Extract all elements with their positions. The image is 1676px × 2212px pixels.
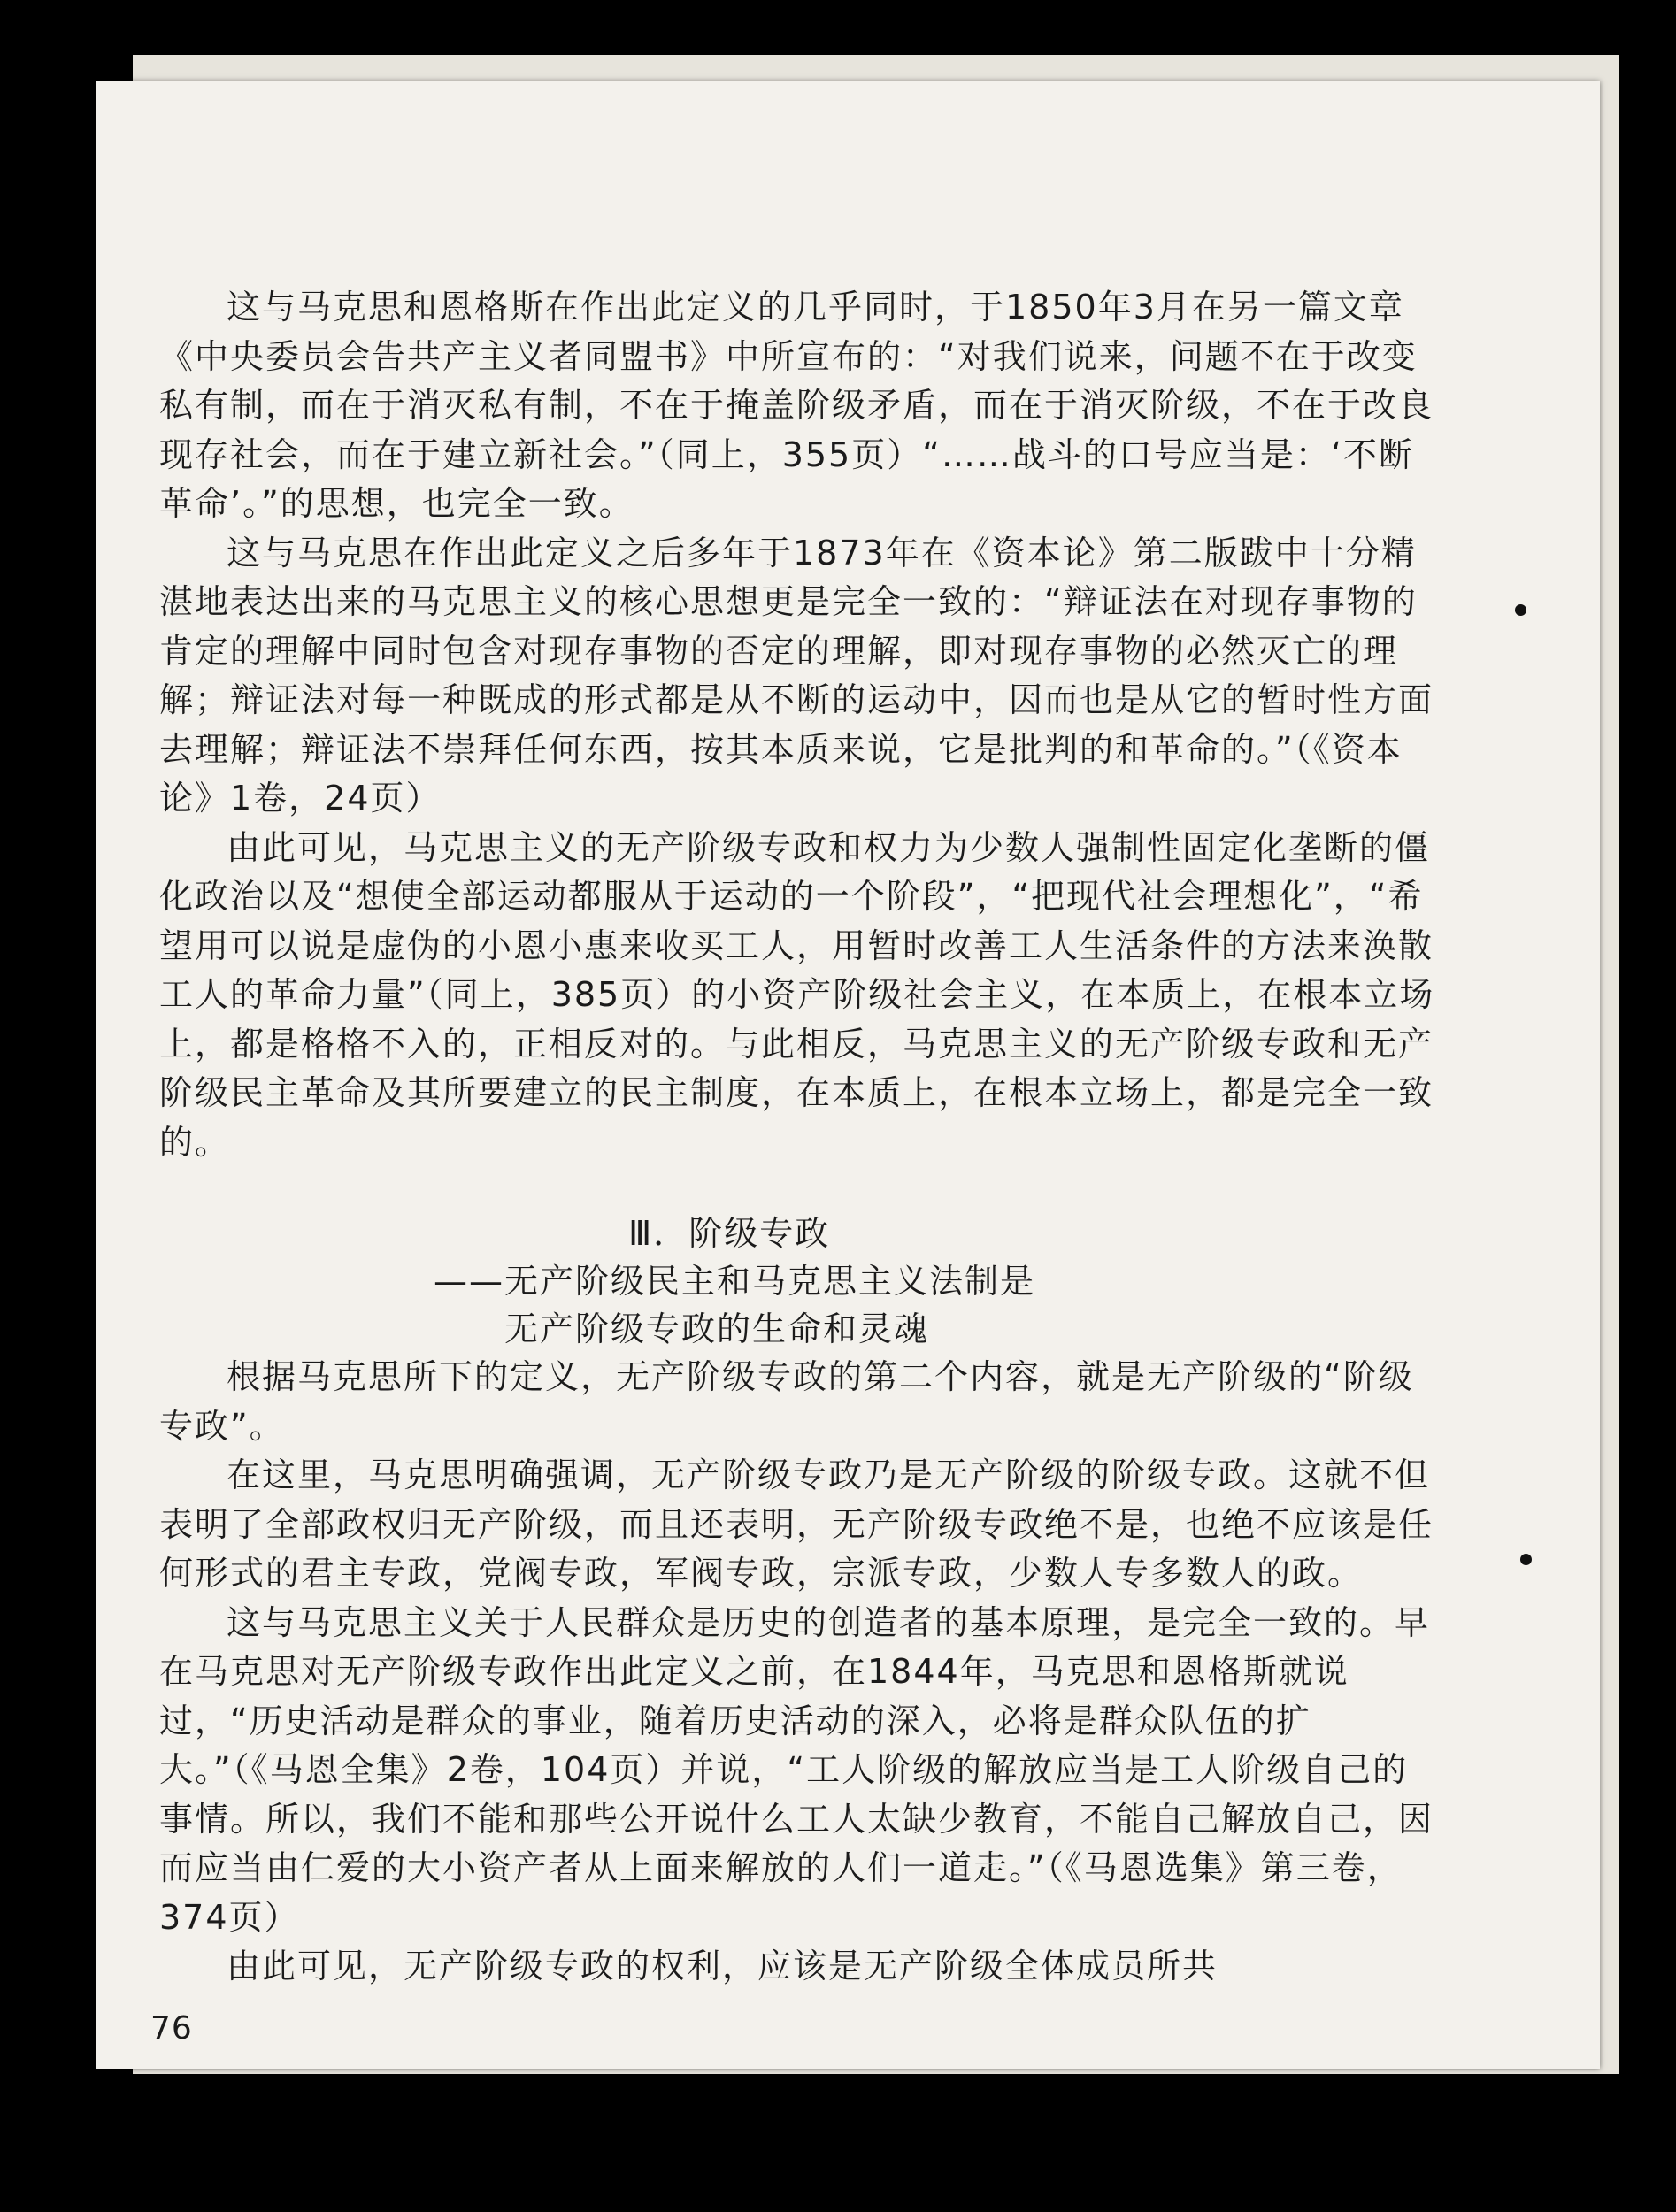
section-paragraph-1: 根据马克思所下的定义，无产阶级专政的第二个内容，就是无产阶级的“阶级专政”。	[159, 1357, 1414, 1446]
ink-spot-mark	[1515, 604, 1526, 616]
section-heading-title: Ⅲ．阶级专政	[628, 1214, 831, 1253]
section-paragraph-2: 在这里，马克思明确强调，无产阶级专政乃是无产阶级的阶级专政。这就不但表明了全部政权归无产阶级，而且还表明，无产阶级专政绝不是，也绝不应该是任何形式的君主专政，党阀专政，军阀专政，宗派专政，少数人专多数人的政。	[159, 1455, 1434, 1593]
section-heading-subtitle-1: ——无产阶级民主和马克思主义法制是	[434, 1262, 1036, 1301]
section-heading-subtitle-2: 无产阶级专政的生命和灵魂	[504, 1310, 930, 1348]
paragraph-1: 这与马克思和恩格斯在作出此定义的几乎同时，于1850年3月在另一篇文章《中央委员会告共产主义者同盟书》中所宣布的：“对我们说来，问题不在于改变私有制，而在于消灭私有制，不在于掩盖阶级矛盾，而在于消灭阶级，不在于改良现存社会，而在于建立新社会。”（同上，355页）“……战斗的口号应当是：‘不断革命’。”的思想，也完全一致。	[159, 288, 1434, 523]
document-page	[96, 81, 1600, 2069]
section-paragraph-4: 由此可见，无产阶级专政的权利，应该是无产阶级全体成员所共	[227, 1947, 1219, 1985]
paragraph-3: 由此可见，马克思主义的无产阶级专政和权力为少数人强制性固定化垄断的僵化政治以及“想使全部运动都服从于运动的一个阶段”，“把现代社会理想化”，“希望用可以说是虚伪的小恩小惠来收买工人，用暂时改善工人生活条件的方法来涣散工人的革命力量”（同上，385页）的小资产阶级社会主义，在本质上，在根本立场上，都是格格不入的，正相反对的。与此相反，马克思主义的无产阶级专政和无产阶级民主革命及其所要建立的民主制度，在本质上，在根本立场上，都是完全一致的。	[159, 827, 1435, 1162]
page-content	[159, 283, 1442, 1992]
section-paragraph-3: 这与马克思主义关于人民群众是历史的创造者的基本原理，是完全一致的。早在马克思对无产阶级专政作出此定义之前，在1844年，马克思和恩格斯就说过，“历史活动是群众的事业，随着历史活动的深入，必将是群众队伍的扩大。”（《马恩全集》2卷，104页）并说，“工人阶级的解放应当是工人阶级自己的事情。所以，我们不能和那些公开说什么工人太缺少教育，不能自己解放自己，因而应当由仁爱的大小资产者从上面来解放的人们一道走。”（《马恩选集》第三卷，374页）	[159, 1602, 1434, 1937]
ink-spot-mark	[1520, 1554, 1532, 1565]
paragraph-2: 这与马克思在作出此定义之后多年于1873年在《资本论》第二版跋中十分精湛地表达出来的马克思主义的核心思想更是完全一致的：“辩证法在对现存事物的肯定的理解中同时包含对现存事物的否定的理解，即对现存事物的必然灭亡的理解；辩证法对每一种既成的形式都是从不断的运动中，因而也是从它的暂时性方面去理解；辩证法不崇拜任何东西，按其本质来说，它是批判的和革命的。”（《资本论》1卷，24页）	[159, 533, 1434, 818]
page-number: 76	[150, 2010, 193, 2047]
